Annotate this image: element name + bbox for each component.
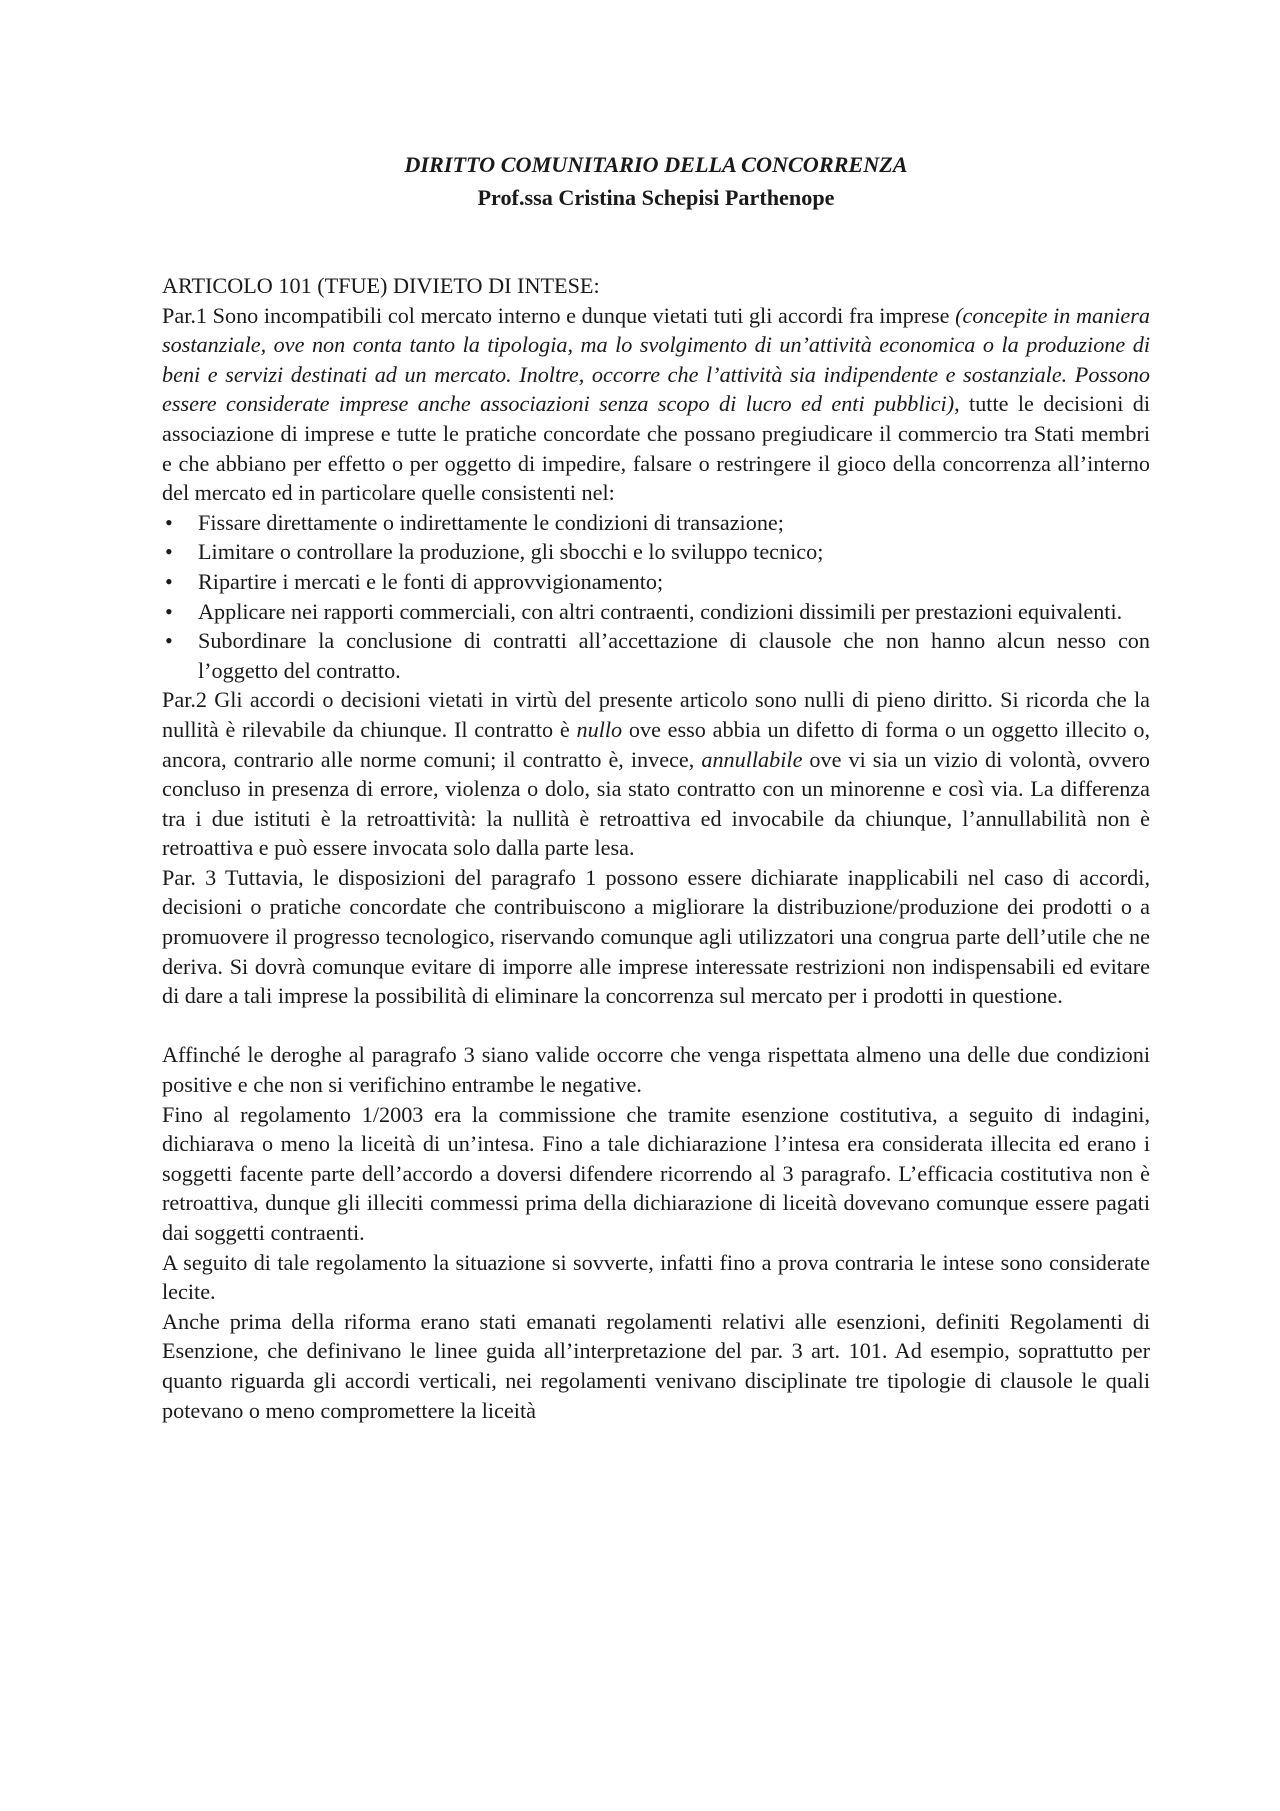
body-paragraph: Affinché le deroghe al paragrafo 3 siano valide occorre che venga rispettata almeno una delle due condizioni positive e che non si verifichino entrambe le negative. xyxy=(162,1042,1150,1098)
paragraph-3: Par. 3 Tuttavia, le disposizioni del paragrafo 1 possono essere dichiarate inapplicabili nel caso di accordi, decisioni o pratiche concordate che contribuiscono a migliorare la distribuzione/produzione dei prodotti o a promuovere il progresso tecnologico, riservando comunque agli utilizzatori una congrua parte dell’utile che ne deriva. Si dovrà comunque evitare di imporre alle imprese interessate restrizioni non indispensabili ed evitare di dare a tali imprese la possibilità di eliminare la concorrenza sul mercato per i prodotti in questione. xyxy=(162,864,1150,1009)
prohibited-practices-list xyxy=(162,508,1150,686)
bullet-icon: • xyxy=(165,598,173,624)
list-item-text: Fissare direttamente o indirettamente le condizioni di transazione; xyxy=(198,509,784,535)
paragraph-1-tail: , tutte le decisioni di associazione di imprese e tutte le pratiche concordate che possano pregiudicare il commercio tra Stati membri e che abbiano per effetto o per oggetto di impedire, falsare o restringere il gioco della concorrenza all’interno del mercato ed in particolare quelle consistenti nel: xyxy=(162,391,1151,506)
bullet-icon: • xyxy=(165,628,173,654)
list-item-text: Applicare nei rapporti commerciali, con altri contraenti, condizioni dissimili per prestazioni equivalenti. xyxy=(198,598,1123,624)
bullet-icon: • xyxy=(165,509,173,535)
article-section xyxy=(162,271,1150,1011)
paragraph-1-italic-note: (concepite in maniera sostanziale, ove non conta tanto la tipologia, ma lo svolgimento di un’attività economica o la produzione di beni e servizi destinati ad un mercato. Inoltre, occorre che l’attività sia indipendente e sostanziale. Possono essere considerate imprese anche associazioni senza scopo di lucro ed enti pubblici) xyxy=(162,302,1150,417)
list-item-text: Subordinare la conclusione di contratti all’accettazione di clausole che non hanno alcun nesso con l’oggetto del contratto. xyxy=(198,628,1150,683)
list-item xyxy=(162,567,1150,597)
body-paragraph: Anche prima della riforma erano stati emanati regolamenti relativi alle esenzioni, definiti Regolamenti di Esenzione, che definivano le linee guida all’interpretazione del par. 3 art. 101. Ad esempio, soprattutto per quanto riguarda gli accordi verticali, nei regolamenti venivano disciplinate tre tipologie di clausole le quali potevano o meno compromettere la liceità xyxy=(162,1308,1150,1423)
document-header xyxy=(162,148,1150,214)
list-item xyxy=(162,626,1150,685)
list-item xyxy=(162,597,1150,627)
term-annullabile: annullabile xyxy=(701,746,803,772)
paragraph-2-part-a: Par.2 Gli accordi o decisioni vietati in virtù del presente articolo sono nulli di pieno diritto. Si ricorda che la nullità è rilevabile da chiunque. Il contratto è xyxy=(162,687,1150,742)
paragraph-2-part-b: ove esso abbia un difetto di forma o un oggetto illecito o, ancora, contrario alle norme comuni; il contratto è, invece, xyxy=(162,716,1150,772)
body-paragraph: Fino al regolamento 1/2003 era la commissione che tramite esenzione costitutiva, a seguito di indagini, dichiarava o meno la liceità di un’intesa. Fino a tale dichiarazione l’intesa era considerata illecita ed erano i soggetti facente parte dell’accordo a doversi difendere ricorrendo al 3 paragrafo. L’efficacia costitutiva non è retroattiva, dunque gli illeciti commessi prima della dichiarazione di liceità dovevano comunque essere pagati dai soggetti contraenti. xyxy=(162,1101,1150,1245)
list-item xyxy=(162,508,1150,538)
document-subtitle: Prof.ssa Cristina Schepisi Parthenope xyxy=(477,185,835,210)
document-title: DIRITTO COMUNITARIO DELLA CONCORRENZA xyxy=(404,152,908,177)
paragraph-spacer xyxy=(162,1011,1150,1041)
list-item-text: Limitare o controllare la produzione, gli sbocchi e lo sviluppo tecnico; xyxy=(198,539,824,565)
bullet-icon: • xyxy=(165,568,173,594)
paragraph-2-part-c: ove vi sia un vizio di volontà, ovvero concluso in presenza di errore, violenza o dolo, sia stato contratto con un minorenne e così via. La differenza tra i due istituti è la retroattività: la nullità è retroattiva ed invocabile da chiunque, l’annullabilità non è retroattiva e può essere invocata solo dalla parte lesa. xyxy=(162,746,1150,861)
document-content xyxy=(162,148,1150,1425)
bullet-icon: • xyxy=(165,539,173,565)
term-nullo: nullo xyxy=(576,716,623,742)
list-item xyxy=(162,537,1150,567)
paragraph-1 xyxy=(162,301,1150,508)
paragraph-2 xyxy=(162,685,1150,863)
body-paragraph: A seguito di tale regolamento la situazione si sovverte, infatti fino a prova contraria le intese sono considerate lecite. xyxy=(162,1249,1150,1305)
list-item-text: Ripartire i mercati e le fonti di approvvigionamento; xyxy=(198,568,664,594)
paragraph-1-lead: Par.1 Sono incompatibili col mercato interno e dunque vietati tuti gli accordi fra imprese xyxy=(162,302,956,328)
article-heading: ARTICOLO 101 (TFUE) DIVIETO DI INTESE: xyxy=(162,273,600,298)
